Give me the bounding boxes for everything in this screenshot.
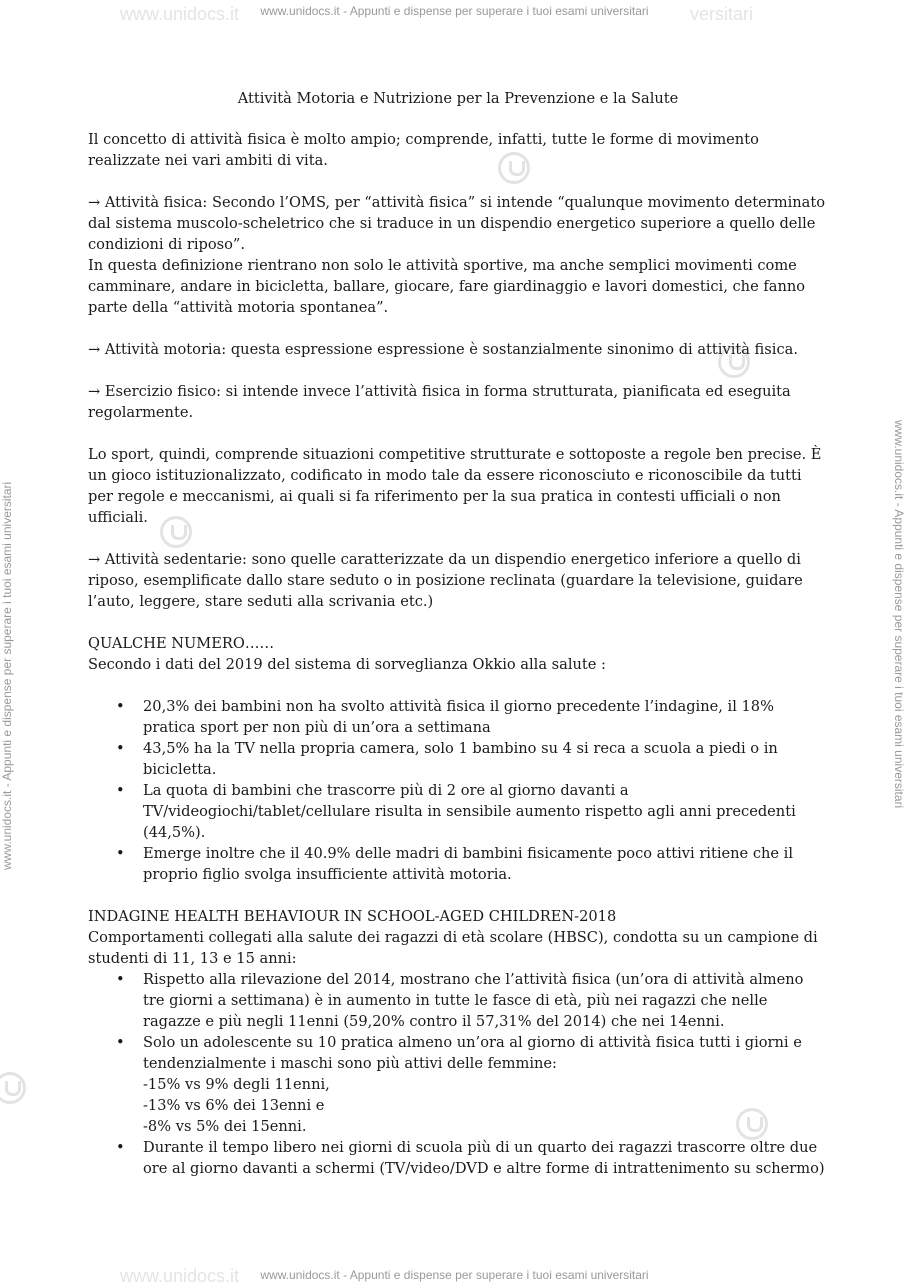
document-page: [88, 88, 828, 1179]
definition-physical-exercise: → Esercizio fisico: si intende invece l’attività fisica in forma strutturata, pianificata ed eseguita regolarmente.: [88, 383, 791, 421]
list-item-text: • Solo un adolescente su 10 pratica almeno un’ora al giorno di attività fisica tutti i giorni e tendenzialmente i maschi sono più attivi delle femmine:: [143, 1034, 802, 1072]
stat-line: -8% vs 5% dei 15enni.: [143, 1118, 307, 1135]
watermark-bottom: www.unidocs.it - Appunti e dispense per superare i tuoi esami universitari: [260, 1268, 649, 1282]
watermark-ghost-top-left: www.unidocs.it: [120, 4, 240, 24]
stat-line: -15% vs 9% degli 11enni,: [143, 1076, 330, 1093]
list-item: • La quota di bambini che trascorre più di 2 ore al giorno davanti a TV/videogiochi/tablet/cellulare risulta in sensibile aumento rispetto agli anni precedenti (44,5%).: [143, 780, 828, 843]
watermark-left: www.unidocs.it - Appunti e dispense per superare i tuoi esami universitari: [0, 481, 14, 870]
numbers-heading: QUALCHE NUMERO……: [88, 635, 275, 652]
sport-paragraph: Lo sport, quindi, comprende situazioni competitive strutturate e sottoposte a regole ben precise. È un gioco istituzionalizzato, codificato in modo tale da essere riconosciuto e riconoscibile da tutti per regole e meccanismi, ai quali si fa riferimento per la sua pratica in contesti ufficiali o non ufficiali.: [88, 446, 822, 526]
definition-physical-activity: → Attività fisica: Secondo l’OMS, per “attività fisica” si intende “qualunque movimento determinato dal sistema muscolo-scheletrico che si traduce in un dispendio energetico superiore a quello delle condizioni di riposo”.: [88, 194, 826, 253]
list-item: • 20,3% dei bambini non ha svolto attività fisica il giorno precedente l’indagine, il 18% pratica sport per non più di un’ora a settimana: [143, 696, 828, 738]
hbsc-list: [88, 969, 828, 1179]
watermark-right: www.unidocs.it - Appunti e dispense per superare i tuoi esami universitari: [892, 420, 906, 809]
watermark-logo-icon: [0, 1072, 26, 1104]
watermark-ghost-top-right: versitari: [690, 4, 754, 24]
intro-paragraph: Il concetto di attività fisica è molto ampio; comprende, infatti, tutte le forme di movimento realizzate nei vari ambiti di vita.: [88, 131, 759, 169]
document-title: Attività Motoria e Nutrizione per la Prevenzione e la Salute: [237, 90, 679, 107]
list-item: • Rispetto alla rilevazione del 2014, mostrano che l’attività fisica (un’ora di attività almeno tre giorni a settimana) è in aumento in tutte le fasce di età, più nei ragazzi che nelle ragazze e più negli 11enni (59,20% contro il 57,31% del 2014) che nei 14enni.: [143, 969, 828, 1032]
list-item: [143, 1032, 828, 1137]
definition-physical-activity-detail: In questa definizione rientrano non solo le attività sportive, ma anche semplici movimenti come camminare, andare in bicicletta, ballare, giocare, fare giardinaggio e lavori domestici, che fanno parte della “attività motoria spontanea”.: [88, 257, 806, 316]
list-item: • 43,5% ha la TV nella propria camera, solo 1 bambino su 4 si reca a scuola a piedi o in bicicletta.: [143, 738, 828, 780]
hbsc-heading: INDAGINE HEALTH BEHAVIOUR IN SCHOOL-AGED CHILDREN-2018: [88, 908, 617, 925]
definition-sedentary-activities: → Attività sedentarie: sono quelle caratterizzate da un dispendio energetico inferiore a quello di riposo, esemplificate dallo stare seduto o in posizione reclinata (guardare la televisione, guidare l’auto, leggere, stare seduti alla scrivania etc.): [88, 551, 803, 610]
list-item: • Durante il tempo libero nei giorni di scuola più di un quarto dei ragazzi trascorre oltre due ore al giorno davanti a schermi (TV/video/DVD e altre forme di intrattenimento su schermo): [143, 1137, 828, 1179]
numbers-intro: Secondo i dati del 2019 del sistema di sorveglianza Okkio alla salute :: [88, 656, 606, 673]
list-item: • Emerge inoltre che il 40.9% delle madri di bambini fisicamente poco attivi ritiene che il proprio figlio svolga insufficiente attività motoria.: [143, 843, 828, 885]
okkio-list: [88, 696, 828, 885]
watermark-top: www.unidocs.it - Appunti e dispense per superare i tuoi esami universitari: [260, 4, 649, 18]
definition-motor-activity: → Attività motoria: questa espressione espressione è sostanzialmente sinonimo di attività fisica.: [88, 341, 798, 358]
watermark-ghost-bottom-left: www.unidocs.it: [120, 1266, 240, 1286]
hbsc-intro: Comportamenti collegati alla salute dei ragazzi di età scolare (HBSC), condotta su un campione di studenti di 11, 13 e 15 anni:: [88, 929, 818, 967]
stat-line: -13% vs 6% dei 13enni e: [143, 1097, 325, 1114]
